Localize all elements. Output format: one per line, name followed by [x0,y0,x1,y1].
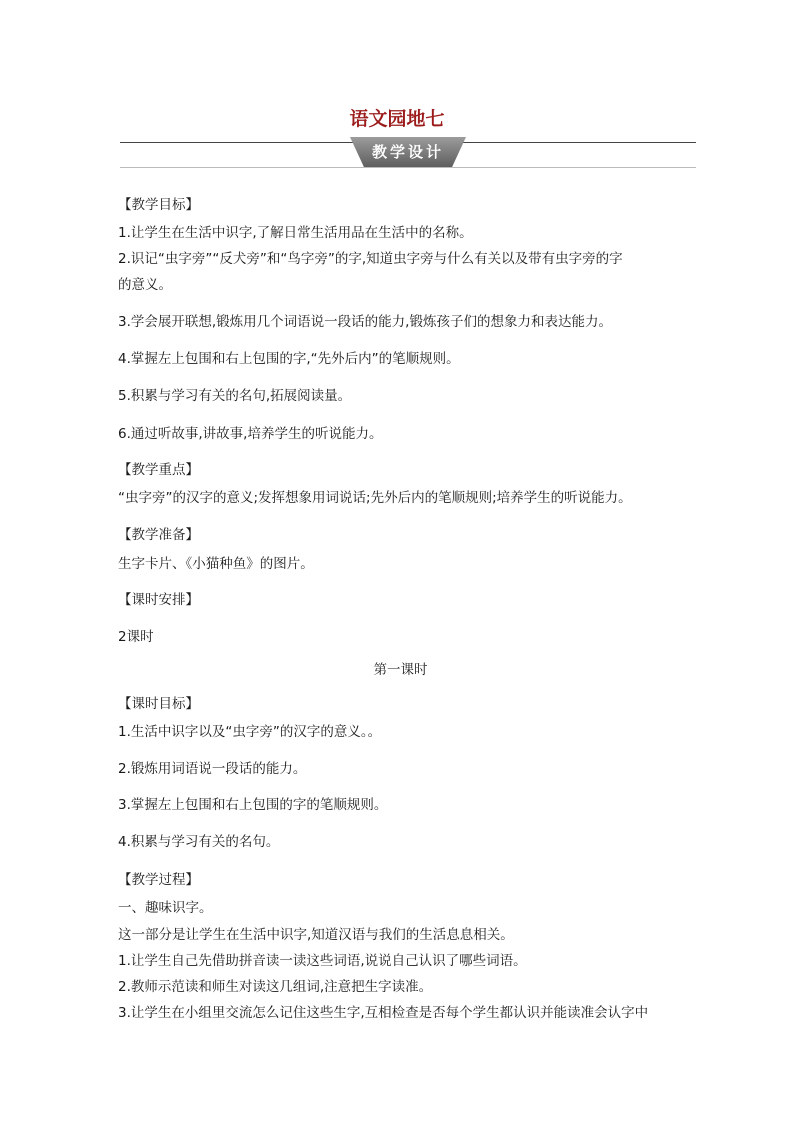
banner-rule-bottom [120,167,696,168]
process-step-2: 2.教师示范读和师生对读这几组词,注意把生字读准。 [118,979,433,995]
goal-1: 1.让学生在生活中识字,了解日常生活用品在生活中的名称。 [118,225,473,241]
heading-key-points: 【教学重点】 [118,462,199,478]
process-step-1: 1.让学生自己先借助拼音读一读这些词语,说说自己认识了哪些词语。 [118,953,527,969]
section-banner [120,134,696,176]
process-intro: 这一部分是让学生在生活中识字,知道汉语与我们的生活息息相关。 [118,927,514,943]
goal-3: 3.学会展开联想,锻炼用几个词语说一段话的能力,锻炼孩子们的想象力和表达能力。 [118,314,612,330]
heading-process: 【教学过程】 [118,872,199,888]
page-title: 语文园地七 [349,108,445,130]
lesson-goal-2: 2.锻炼用词语说一段话的能力。 [118,761,307,777]
heading-preparation: 【教学准备】 [118,527,199,543]
lesson-goal-4: 4.积累与学习有关的名句。 [118,834,280,850]
goal-2-cont: 的意义。 [118,277,172,293]
preparation-text: 生字卡片、《小猫种鱼》的图片。 [118,556,314,572]
goal-4: 4.掌握左上包围和右上包围的字,“先外后内”的笔顺规则。 [118,351,460,367]
process-step-3: 3.让学生在小组里交流怎么记住这些生字,互相检查是否每个学生都认识并能读准会认字中 [118,1005,649,1021]
heading-schedule: 【课时安排】 [118,592,199,608]
goal-6: 6.通过听故事,讲故事,培养学生的听说能力。 [118,426,383,442]
banner-label: 教学设计 [371,143,444,161]
heading-lesson-goals: 【课时目标】 [118,696,199,712]
lesson-heading: 第一课时 [373,662,428,678]
key-points-text: “虫字旁”的汉字的意义;发挥想象用词说话;先外后内的笔顺规则;培养学生的听说能力。 [118,490,632,506]
goal-2: 2.识记“虫字旁”“反犬旁”和“鸟字旁”的字,知道虫字旁与什么有关以及带有虫字旁的字 [118,251,623,267]
heading-teaching-goals: 【教学目标】 [118,197,199,213]
schedule-text: 2课时 [118,629,154,645]
lesson-goal-1: 1.生活中识字以及“虫字旁”的汉字的意义。。 [118,724,382,740]
lesson-goal-3: 3.掌握左上包围和右上包围的字的笔顺规则。 [118,797,388,813]
goal-5: 5.积累与学习有关的名句,拓展阅读量。 [118,388,352,404]
process-section-1: 一、趣味识字。 [118,900,213,916]
